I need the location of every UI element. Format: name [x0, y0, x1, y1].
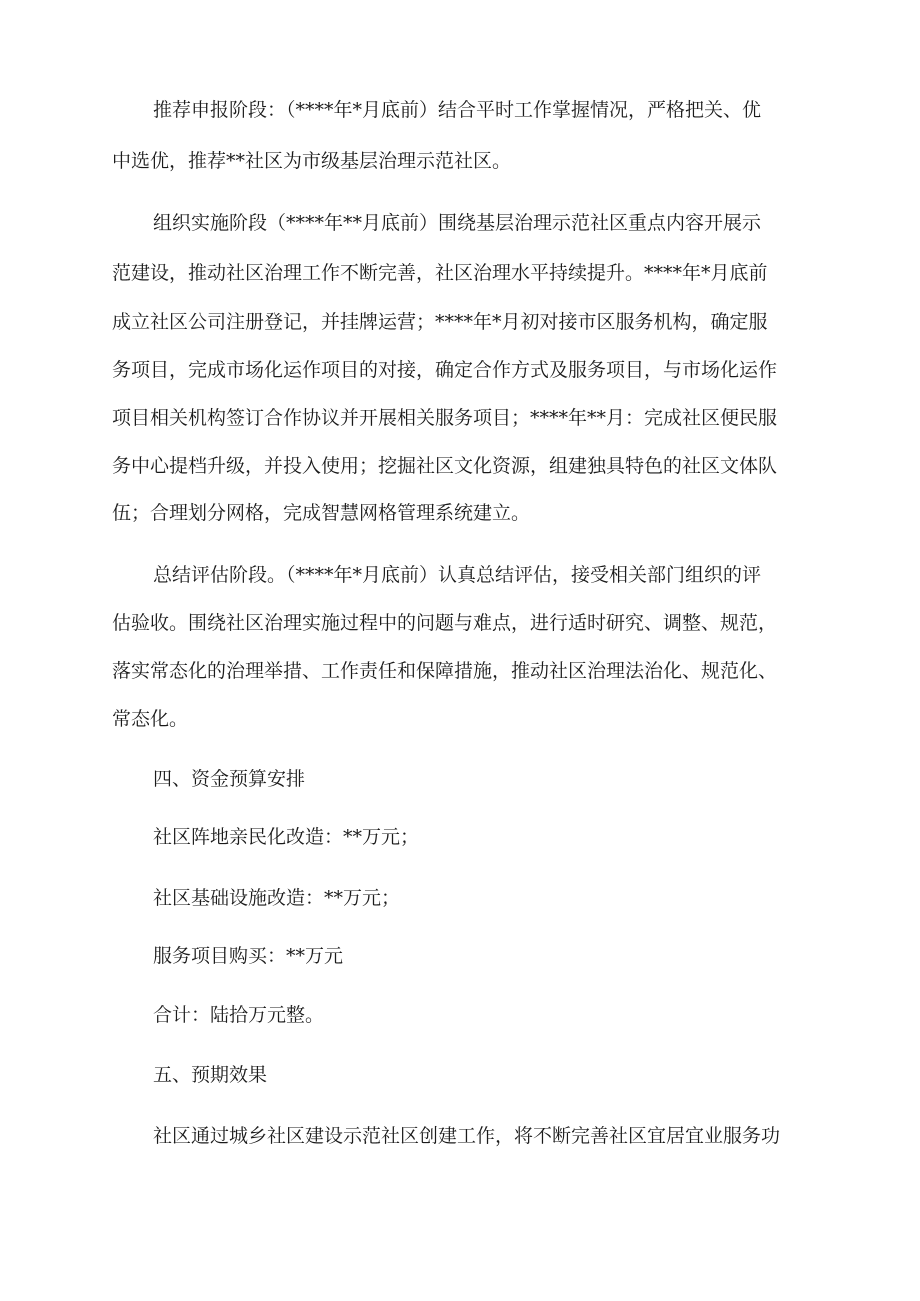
paragraph-recommend-line-2: 中选优，推荐**社区为市级基层治理示范社区。	[112, 150, 512, 172]
paragraph-summary-line-2: 估验收。围绕社区治理实施过程中的问题与难点，进行适时研究、调整、规范，	[112, 612, 778, 634]
paragraph-implement-line-6: 务中心提档升级，并投入使用；挖掘社区文化资源，组建独具特色的社区文体队	[112, 455, 778, 477]
paragraph-implement-line-3: 成立社区公司注册登记，并挂牌运营；****年*月初对接市区服务机构，确定服	[112, 311, 768, 333]
paragraph-summary-line-1: 总结评估阶段。（****年*月底前）认真总结评估，接受相关部门组织的评	[153, 564, 762, 586]
budget-item-infrastructure: 社区基础设施改造：**万元；	[153, 887, 401, 909]
closing-line-1: 社区通过城乡社区建设示范社区创建工作，将不断完善社区宜居宜业服务功	[153, 1125, 781, 1147]
paragraph-implement-line-1: 组织实施阶段（****年**月底前）围绕基层治理示范社区重点内容开展示	[153, 212, 762, 234]
paragraph-summary-line-4: 常态化。	[112, 708, 189, 730]
paragraph-recommend-line-1: 推荐申报阶段：（****年*月底前）结合平时工作掌握情况，严格把关、优	[153, 99, 762, 121]
paragraph-implement-line-2: 范建设，推动社区治理工作不断完善，社区治理水平持续提升。****年*月底前	[112, 262, 768, 284]
paragraph-summary-line-3: 落实常态化的治理举措、工作责任和保障措施，推动社区治理法治化、规范化、	[112, 660, 778, 682]
budget-total: 合计：陆拾万元整。	[153, 1004, 325, 1026]
paragraph-implement-line-5: 项目相关机构签订合作协议并开展相关服务项目；****年**月：完成社区便民服	[112, 407, 778, 429]
section-five-heading: 五、预期效果	[153, 1064, 268, 1086]
budget-item-services: 服务项目购买：**万元	[153, 945, 344, 967]
budget-item-renovation: 社区阵地亲民化改造：**万元；	[153, 826, 420, 848]
paragraph-implement-line-7: 伍；合理划分网格，完成智慧网格管理系统建立。	[112, 502, 531, 524]
section-four-heading: 四、资金预算安排	[153, 768, 306, 790]
paragraph-implement-line-4: 务项目，完成市场化运作项目的对接，确定合作方式及服务项目，与市场化运作	[112, 359, 778, 381]
